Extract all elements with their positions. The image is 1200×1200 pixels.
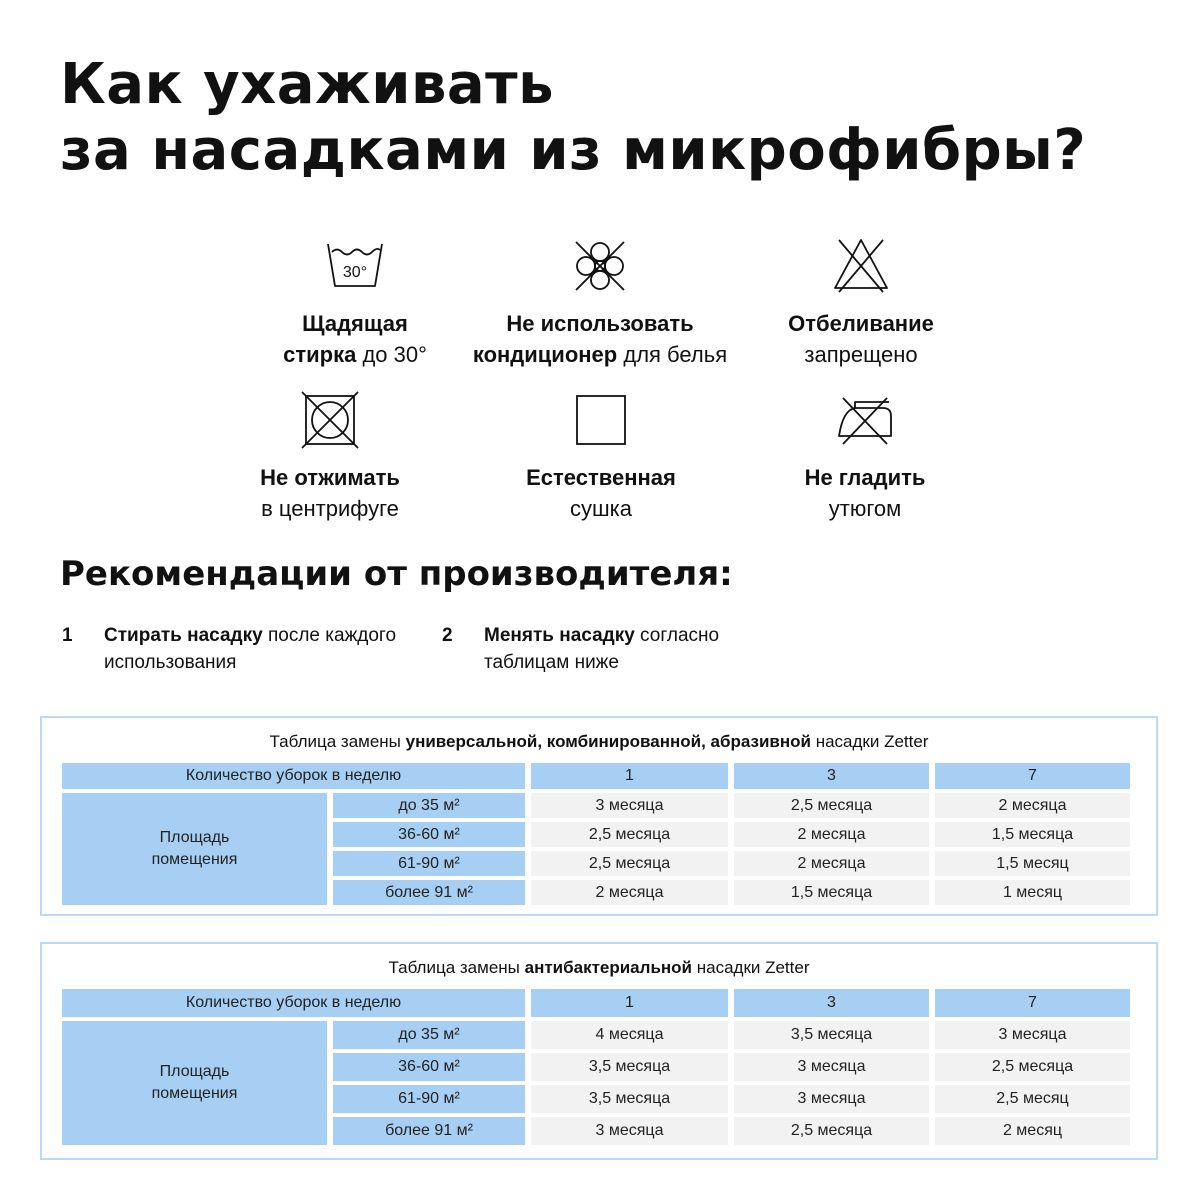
no-bleach-icon [831, 236, 891, 296]
no-softener-icon [570, 236, 630, 296]
recommendation-rest: согласно таблицам ниже [484, 625, 720, 673]
table-cell: 3,5 месяца [531, 1085, 728, 1113]
table-cell: 1 месяц [935, 880, 1130, 905]
recommendation-item-2 [442, 622, 802, 682]
care-bold-6: Не гладить [804, 465, 926, 490]
wash-30-icon-label: 30° [342, 264, 368, 281]
no-tumble-dry-icon [300, 390, 360, 450]
recommendation-item-1 [62, 622, 422, 682]
table-cell: 2,5 месяц [935, 1085, 1130, 1113]
table-cell: 1,5 месяц [935, 851, 1130, 876]
row-area-label: более 91 м² [333, 1117, 525, 1145]
page-title [60, 52, 1086, 184]
recommendation-number: 2 [442, 625, 453, 646]
care-bold-2b: кондиционер [472, 342, 618, 367]
row-area-label: 36-60 м² [333, 822, 525, 847]
row-group-area-label: Площадь помещения [62, 793, 327, 905]
table-cell: 2,5 месяца [935, 1053, 1130, 1081]
table-caption-suffix: насадки Zetter [692, 958, 810, 977]
table-cell: 2 месяца [734, 822, 929, 847]
wash-30-icon [325, 236, 385, 296]
header-frequency-label: Количество уборок в неделю [62, 763, 525, 789]
care-rest-1: до 30° [362, 342, 427, 367]
care-text-no-tumble-dry [180, 462, 480, 524]
table-caption-bold: универсальной, комбинированной, абразивной [405, 732, 811, 751]
care-rest-2: для белья [623, 342, 728, 367]
table-caption [42, 731, 1156, 753]
table-cell: 3 месяца [734, 1085, 929, 1113]
page-title-line-1: Как ухаживать [60, 52, 555, 117]
recommendation-bold: Стирать насадку [104, 625, 263, 646]
header-frequency-1: 1 [531, 763, 728, 789]
header-frequency-3: 3 [734, 989, 929, 1017]
table-cell: 3,5 месяца [734, 1021, 929, 1049]
care-item-no-bleach [711, 236, 1011, 370]
care-rest-6: утюгом [828, 496, 902, 521]
table-cell: 1,5 месяца [935, 822, 1130, 847]
recommendations-title: Рекомендации от производителя: [60, 554, 733, 594]
recommendation-text [484, 622, 764, 676]
table-grid [62, 989, 1136, 1145]
row-group-area-label: Площадь помещения [62, 1021, 327, 1145]
row-area-label: 61-90 м² [333, 1085, 525, 1113]
care-rest-5: сушка [570, 496, 632, 521]
table-cell: 3,5 месяца [531, 1053, 728, 1081]
care-bold-4: Не отжимать [260, 465, 400, 490]
table-cell: 2,5 месяца [734, 1117, 929, 1145]
care-bold-1: Щадящая [302, 311, 408, 336]
table-cell: 2 месяца [935, 793, 1130, 818]
recommendation-number: 1 [62, 625, 73, 646]
care-rest-3: запрещено [804, 342, 918, 367]
replacement-table-antibacterial [40, 942, 1158, 1160]
table-grid [62, 763, 1136, 905]
table-cell: 3 месяца [531, 793, 728, 818]
table-cell: 3 месяца [734, 1053, 929, 1081]
header-frequency-1: 1 [531, 989, 728, 1017]
row-area-label: 36-60 м² [333, 1053, 525, 1081]
table-cell: 2 месяца [531, 880, 728, 905]
page-title-line-2: за насадками из микрофибры? [60, 118, 1087, 183]
care-text-no-iron [715, 462, 1015, 524]
care-text-no-softener [450, 308, 750, 370]
care-text-no-bleach [711, 308, 1011, 370]
row-area-label: до 35 м² [333, 1021, 525, 1049]
recommendation-text [104, 622, 404, 676]
table-caption [42, 957, 1156, 979]
table-caption-bold: антибактериальной [524, 958, 692, 977]
table-cell: 4 месяца [531, 1021, 728, 1049]
care-bold-2: Не использовать [506, 311, 694, 336]
table-caption-suffix: насадки Zetter [810, 732, 929, 751]
table-caption-prefix: Таблица замены [388, 958, 525, 977]
table-cell: 2,5 месяца [531, 851, 728, 876]
care-bold-3: Отбеливание [788, 311, 934, 336]
care-item-natural-dry [451, 390, 751, 524]
care-bold-5: Естественная [526, 465, 676, 490]
header-frequency-3: 3 [734, 763, 929, 789]
care-item-no-tumble-dry [180, 390, 480, 524]
natural-dry-icon [571, 390, 631, 450]
table-caption-prefix: Таблица замены [269, 732, 406, 751]
row-area-label: более 91 м² [333, 880, 525, 905]
care-rest-4: в центрифуге [261, 496, 399, 521]
table-cell: 1,5 месяца [734, 880, 929, 905]
care-item-no-iron [715, 390, 1015, 524]
table-cell: 2 месяца [734, 851, 929, 876]
header-frequency-7: 7 [935, 763, 1130, 789]
care-text-natural-dry [451, 462, 751, 524]
care-item-no-softener [450, 236, 750, 370]
table-cell: 2,5 месяца [531, 822, 728, 847]
table-cell: 3 месяца [531, 1117, 728, 1145]
no-iron-icon [835, 390, 895, 450]
recommendation-bold: Менять насадку [484, 625, 635, 646]
care-bold-1b: стирка [283, 342, 357, 367]
replacement-table-universal [40, 716, 1158, 916]
table-cell: 2,5 месяца [734, 793, 929, 818]
header-frequency-label: Количество уборок в неделю [62, 989, 525, 1017]
recommendation-rest: после каждого использования [104, 625, 397, 673]
table-cell: 3 месяца [935, 1021, 1130, 1049]
row-area-label: 61-90 м² [333, 851, 525, 876]
row-area-label: до 35 м² [333, 793, 525, 818]
table-cell: 2 месяц [935, 1117, 1130, 1145]
header-frequency-7: 7 [935, 989, 1130, 1017]
